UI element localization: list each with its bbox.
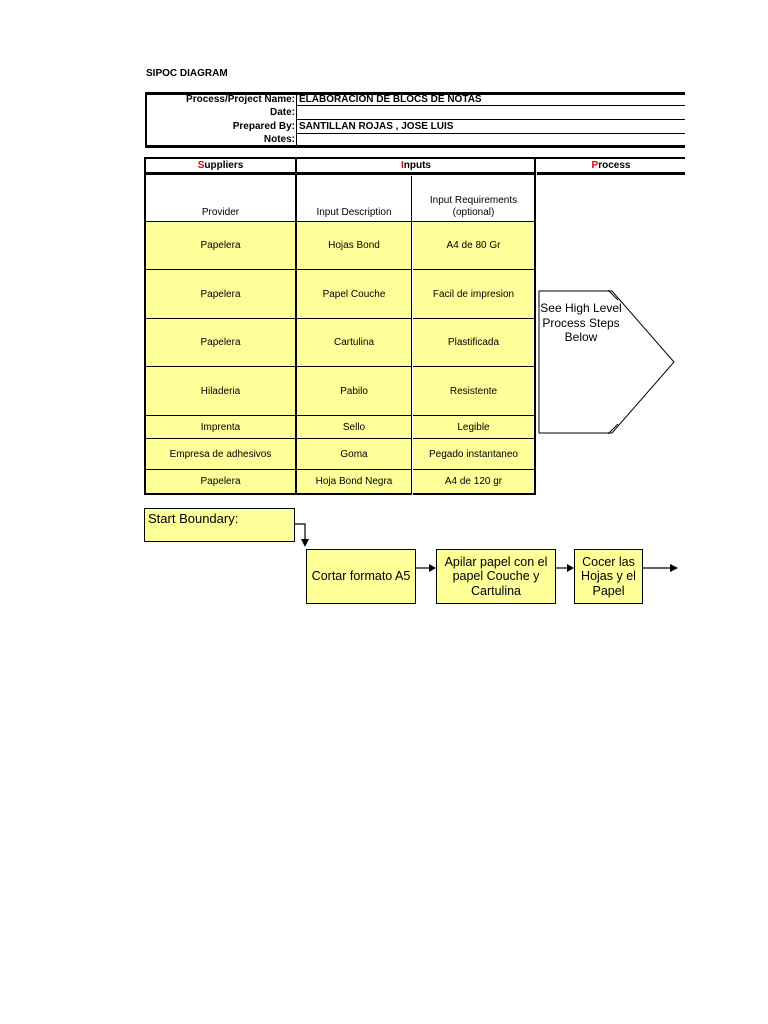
prepared-by-label: Prepared By: — [232, 121, 295, 132]
description-cell: Pabilo — [297, 367, 411, 416]
requirement-cell: Facil de impresion — [413, 270, 534, 319]
suppliers-initial: S — [197, 160, 205, 171]
description-cell: Cartulina — [297, 319, 411, 367]
flow-arrow — [416, 562, 437, 574]
table-left-border — [144, 157, 146, 495]
process-rest: rocess — [598, 160, 631, 171]
table-column-divider — [534, 157, 536, 495]
process-header — [537, 158, 685, 175]
description-cell: Hojas Bond — [297, 222, 411, 270]
provider-subheader: Provider — [146, 176, 295, 221]
project-name-label: Process/Project Name: — [186, 94, 295, 105]
inputs-header — [297, 158, 535, 175]
provider-cell: Papelera — [146, 270, 295, 319]
date-label: Date: — [269, 107, 295, 118]
process-step-2: Apilar papel con el papel Couche y Cartulina — [436, 549, 556, 604]
description-cell: Hoja Bond Negra — [297, 470, 411, 495]
inputs-rest: nputs — [403, 160, 431, 171]
provider-cell: Imprenta — [146, 416, 295, 439]
requirement-cell: Plastificada — [413, 319, 534, 367]
table-column-divider — [295, 157, 297, 495]
process-initial: P — [591, 160, 599, 171]
header-divider — [296, 92, 297, 148]
suppliers-header — [145, 158, 296, 175]
provider-cell: Empresa de adhesivos — [146, 439, 295, 470]
process-arrow-text: See High Level Process Steps Below — [540, 301, 622, 344]
requirement-cell: A4 de 80 Gr — [413, 222, 534, 270]
process-step-1: Cortar formato A5 — [306, 549, 416, 604]
requirement-cell: Resistente — [413, 367, 534, 416]
start-connector-arrow — [295, 518, 315, 548]
description-cell: Goma — [297, 439, 411, 470]
inputs-initial: I — [401, 160, 404, 171]
provider-cell: Papelera — [146, 470, 295, 495]
provider-cell: Papelera — [146, 319, 295, 367]
flow-arrow — [643, 562, 680, 574]
requirement-cell: Pegado instantaneo — [413, 439, 534, 470]
prepared-by-value[interactable]: SANTILLAN ROJAS , JOSE LUIS — [299, 121, 454, 132]
table-row-divider — [146, 221, 534, 222]
table-column-divider — [411, 176, 412, 495]
header-row-line — [297, 133, 685, 134]
notes-label: Notes: — [263, 134, 295, 145]
requirement-cell: A4 de 120 gr — [413, 470, 534, 495]
suppliers-rest: uppliers — [204, 160, 244, 171]
process-step-3: Cocer las Hojas y el Papel — [574, 549, 643, 604]
input-requirements-subheader: Input Requirements (optional) — [413, 176, 534, 221]
provider-cell: Hiladeria — [146, 367, 295, 416]
project-name-value[interactable]: ELABORACION DE BLOCS DE NOTAS — [299, 94, 482, 105]
provider-cell: Papelera — [146, 222, 295, 270]
diagram-title: SIPOC DIAGRAM — [146, 68, 228, 79]
start-boundary-box: Start Boundary: — [144, 508, 295, 542]
flow-arrow — [556, 562, 575, 574]
description-cell: Sello — [297, 416, 411, 439]
input-description-subheader: Input Description — [297, 176, 411, 221]
requirement-cell: Legible — [413, 416, 534, 439]
description-cell: Papel Couche — [297, 270, 411, 319]
